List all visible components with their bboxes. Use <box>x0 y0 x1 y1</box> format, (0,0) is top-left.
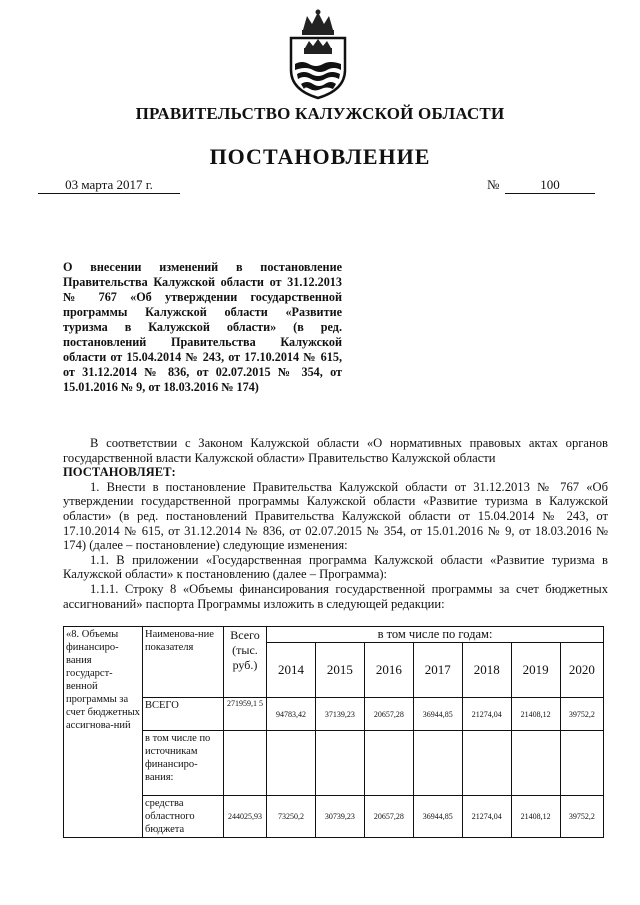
row-name: средства областного бюджета <box>143 796 224 838</box>
document-number: 100 <box>505 176 595 194</box>
preamble-text: В соответствии с Законом Калужской области «О нормативных правовых актах органов государственной власти Калужской области» Правительство Калужской области <box>63 436 608 465</box>
table-row <box>64 796 604 838</box>
year-value: 20657,28 <box>364 796 413 838</box>
years-caption: в том числе по годам: <box>267 627 604 643</box>
table-header-row <box>64 627 604 643</box>
year-value: 21274,04 <box>462 698 511 731</box>
government-title: ПРАВИТЕЛЬСТВО КАЛУЖСКОЙ ОБЛАСТИ <box>135 104 505 123</box>
year-header: 2017 <box>413 643 462 698</box>
year-value <box>364 731 413 796</box>
document-type-title: ПОСТАНОВЛЕНИЕ <box>209 144 431 169</box>
resolves-paragraph <box>63 465 608 480</box>
year-value: 21274,04 <box>462 796 511 838</box>
document-body <box>63 436 608 611</box>
funding-table <box>63 626 604 838</box>
year-value: 37139,23 <box>315 698 364 731</box>
document-date: 03 марта 2017 г. <box>38 176 180 194</box>
row-name: в том числе по источникам финансиро-вания: <box>143 731 224 796</box>
year-value: 21408,12 <box>511 698 560 731</box>
number-sign: № <box>487 177 500 192</box>
row-total-value <box>224 731 267 796</box>
coat-of-arms-emblem <box>283 8 353 100</box>
resolves-heading: ПОСТАНОВЛЯЕТ: <box>63 465 176 480</box>
year-value: 20657,28 <box>364 698 413 731</box>
year-header: 2016 <box>364 643 413 698</box>
year-value: 73250,2 <box>267 796 316 838</box>
year-header: 2019 <box>511 643 560 698</box>
year-value <box>560 731 603 796</box>
year-value: 39752,2 <box>560 796 603 838</box>
year-value <box>462 731 511 796</box>
year-header: 2014 <box>267 643 316 698</box>
year-value <box>315 731 364 796</box>
document-subject: О внесении изменений в постановление Правительства Калужской области от 31.12.2013 № 767 «Об утверждении государственной программы Калужской области «Развитие туризма в Калужской области» (в ред. постановлений Правительства Калужской области от 15.04.2014 № 243, от 17.10.2014 № 615, от 31.12.2014 № 836, от 02.07.2015 № 354, от 15.01.2016 № 9, от 18.03.2016 № 174) <box>63 260 342 394</box>
table-row <box>64 698 604 731</box>
item-1-paragraph: 1. Внести в постановление Правительства Калужской области от 31.12.2013 № 767 «Об утверждении государственной программы Калужской области «Развитие туризма в Калужской области» (в ред. постановлений Правительства Калужской области от 15.04.2014 № 243, от 17.10.2014 № 615, от 31.12.2014 № 836, от 02.07.2015 № 354, от 15.01.2016 № 9, от 18.03.2016 № 174) (далее – постановление) следующие изменения: <box>63 479 608 553</box>
table-first-cell: «8. Объемы финансиро-вания государст-венной программы за счет бюджетных ассигнова-ний <box>64 627 143 838</box>
year-value <box>413 731 462 796</box>
year-value <box>511 731 560 796</box>
row-name: ВСЕГО <box>143 698 224 731</box>
row-total-value: 244025,93 <box>224 796 267 838</box>
year-value <box>267 731 316 796</box>
year-value: 36944,85 <box>413 698 462 731</box>
row-total-value: 271959,1 5 <box>224 698 267 731</box>
year-header: 2015 <box>315 643 364 698</box>
year-value: 21408,12 <box>511 796 560 838</box>
year-header: 2020 <box>560 643 603 698</box>
year-value: 94783,42 <box>267 698 316 731</box>
table-row <box>64 731 604 796</box>
year-header: 2018 <box>462 643 511 698</box>
preamble-paragraph <box>63 436 608 465</box>
item-1-1-1-paragraph: 1.1.1. Строку 8 «Объемы финансирования государственной программы за счет бюджетных ассигнований» паспорта Программы изложить в следующей редакции: <box>63 581 608 611</box>
column-header-total: Всего (тыс. руб.) <box>224 627 267 698</box>
year-value: 39752,2 <box>560 698 603 731</box>
column-header-name: Наименова-ние показателя <box>143 627 224 698</box>
item-1-1-paragraph: 1.1. В приложении «Государственная программа Калужской области «Развитие туризма в Калужской области» к постановлению (далее – Программа): <box>63 552 608 582</box>
year-value: 36944,85 <box>413 796 462 838</box>
year-value: 30739,23 <box>315 796 364 838</box>
